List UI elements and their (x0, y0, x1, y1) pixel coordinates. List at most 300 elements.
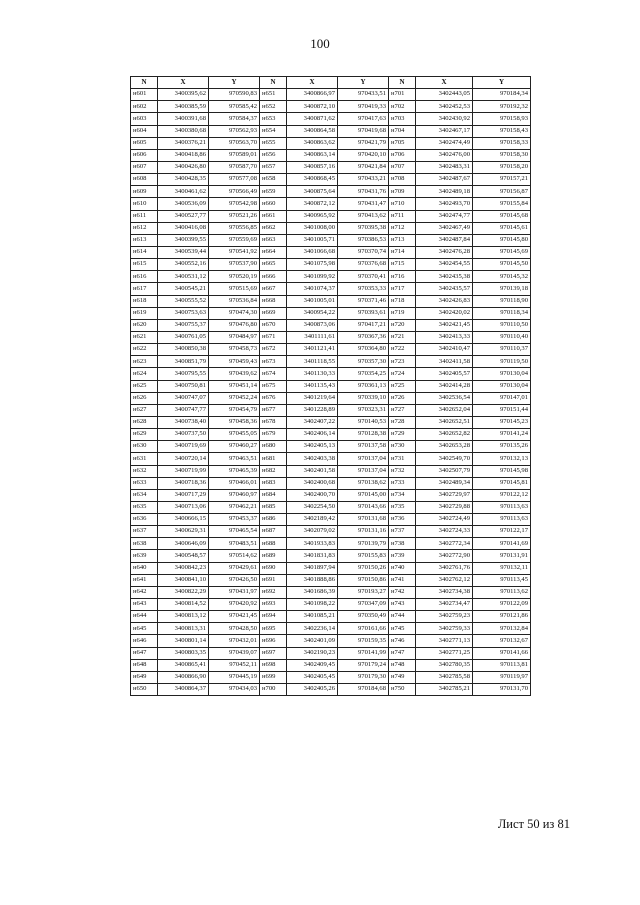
point-number-cell: н697 (260, 647, 287, 659)
y-coordinate-cell: 970536,84 (209, 295, 260, 307)
y-coordinate-cell: 970110,50 (473, 319, 531, 331)
point-number-cell: н640 (131, 562, 158, 574)
y-coordinate-cell: 970364,80 (338, 344, 389, 356)
x-coordinate-cell: 3402476,28 (416, 246, 473, 258)
point-number-cell: н626 (131, 392, 158, 404)
y-coordinate-cell: 970393,61 (338, 307, 389, 319)
x-coordinate-cell: 3402454,55 (416, 259, 473, 271)
point-number-cell: н712 (389, 222, 416, 234)
y-coordinate-cell: 970147,01 (473, 392, 531, 404)
y-coordinate-cell: 970179,30 (338, 671, 389, 683)
x-coordinate-cell: 3400395,62 (158, 89, 209, 101)
y-coordinate-cell: 970137,04 (338, 465, 389, 477)
x-coordinate-cell: 3402734,47 (416, 599, 473, 611)
x-coordinate-cell: 3400416,08 (158, 222, 209, 234)
x-coordinate-cell: 3402762,12 (416, 574, 473, 586)
x-coordinate-cell: 3402400,68 (287, 477, 338, 489)
point-number-cell: н659 (260, 186, 287, 198)
x-coordinate-cell: 3400875,64 (287, 186, 338, 198)
x-coordinate-cell: 3402771,13 (416, 635, 473, 647)
y-coordinate-cell: 970589,01 (209, 149, 260, 161)
y-coordinate-cell: 970113,63 (473, 514, 531, 526)
y-coordinate-cell: 970367,36 (338, 331, 389, 343)
header-y-1: Y (209, 77, 260, 89)
y-coordinate-cell: 970371,46 (338, 295, 389, 307)
x-coordinate-cell: 3401897,94 (287, 562, 338, 574)
y-coordinate-cell: 970429,61 (209, 562, 260, 574)
point-number-cell: н673 (260, 356, 287, 368)
x-coordinate-cell: 3402405,26 (287, 684, 338, 696)
y-coordinate-cell: 970145,32 (473, 271, 531, 283)
y-coordinate-cell: 970587,70 (209, 161, 260, 173)
table-row (131, 174, 531, 186)
x-coordinate-cell: 3400713,06 (158, 501, 209, 513)
y-coordinate-cell: 970541,92 (209, 246, 260, 258)
x-coordinate-cell: 3400954,22 (287, 307, 338, 319)
point-number-cell: н728 (389, 416, 416, 428)
x-coordinate-cell: 3401085,21 (287, 611, 338, 623)
x-coordinate-cell: 3400868,45 (287, 174, 338, 186)
y-coordinate-cell: 970139,79 (338, 538, 389, 550)
y-coordinate-cell: 970132,11 (473, 562, 531, 574)
y-coordinate-cell: 970556,85 (209, 222, 260, 234)
x-coordinate-cell: 3400545,21 (158, 283, 209, 295)
point-number-cell: н613 (131, 234, 158, 246)
x-coordinate-cell: 3402406,14 (287, 429, 338, 441)
point-number-cell: н679 (260, 429, 287, 441)
table-row (131, 222, 531, 234)
point-number-cell: н620 (131, 319, 158, 331)
point-number-cell: н740 (389, 562, 416, 574)
table-row (131, 416, 531, 428)
header-n-2: N (260, 77, 287, 89)
table-row (131, 125, 531, 137)
table-row (131, 429, 531, 441)
x-coordinate-cell: 3401130,33 (287, 368, 338, 380)
point-number-cell: н656 (260, 149, 287, 161)
x-coordinate-cell: 3400428,35 (158, 174, 209, 186)
point-number-cell: н721 (389, 331, 416, 343)
x-coordinate-cell: 3400719,99 (158, 465, 209, 477)
x-coordinate-cell: 3400814,52 (158, 599, 209, 611)
y-coordinate-cell: 970585,42 (209, 101, 260, 113)
x-coordinate-cell: 3402652,04 (416, 404, 473, 416)
table-row (131, 550, 531, 562)
y-coordinate-cell: 970140,53 (338, 416, 389, 428)
table-row (131, 453, 531, 465)
y-coordinate-cell: 970141,69 (473, 538, 531, 550)
y-coordinate-cell: 970458,36 (209, 416, 260, 428)
x-coordinate-cell: 3402487,67 (416, 174, 473, 186)
x-coordinate-cell: 3400872,10 (287, 101, 338, 113)
point-number-cell: н682 (260, 465, 287, 477)
x-coordinate-cell: 3402759,33 (416, 623, 473, 635)
table-row (131, 441, 531, 453)
table-row (131, 234, 531, 246)
y-coordinate-cell: 970417,21 (338, 319, 389, 331)
point-number-cell: н629 (131, 429, 158, 441)
point-number-cell: н652 (260, 101, 287, 113)
point-number-cell: н650 (131, 684, 158, 696)
point-number-cell: н657 (260, 161, 287, 173)
x-coordinate-cell: 3400866,97 (287, 89, 338, 101)
point-number-cell: н617 (131, 283, 158, 295)
x-coordinate-cell: 3400822,29 (158, 586, 209, 598)
point-number-cell: н662 (260, 222, 287, 234)
sheet-label: Лист 50 из 81 (497, 817, 570, 831)
y-coordinate-cell: 970156,87 (473, 186, 531, 198)
x-coordinate-cell: 3402401,09 (287, 635, 338, 647)
point-number-cell: н705 (389, 137, 416, 149)
x-coordinate-cell: 3402410,47 (416, 344, 473, 356)
point-number-cell: н651 (260, 89, 287, 101)
table-row (131, 283, 531, 295)
x-coordinate-cell: 3402405,57 (416, 368, 473, 380)
x-coordinate-cell: 3402724,49 (416, 514, 473, 526)
point-number-cell: н627 (131, 404, 158, 416)
y-coordinate-cell: 970370,41 (338, 271, 389, 283)
header-y-3: Y (473, 77, 531, 89)
x-coordinate-cell: 3402653,28 (416, 441, 473, 453)
point-number-cell: н616 (131, 271, 158, 283)
point-number-cell: н699 (260, 671, 287, 683)
x-coordinate-cell: 3402403,38 (287, 453, 338, 465)
y-coordinate-cell: 970451,14 (209, 380, 260, 392)
x-coordinate-cell: 3402785,21 (416, 684, 473, 696)
x-coordinate-cell: 3400426,80 (158, 161, 209, 173)
point-number-cell: н665 (260, 259, 287, 271)
x-coordinate-cell: 3400864,58 (287, 125, 338, 137)
point-number-cell: н683 (260, 477, 287, 489)
x-coordinate-cell: 3401111,61 (287, 331, 338, 343)
y-coordinate-cell: 970353,33 (338, 283, 389, 295)
point-number-cell: н693 (260, 599, 287, 611)
y-coordinate-cell: 970521,26 (209, 210, 260, 222)
y-coordinate-cell: 970131,70 (473, 684, 531, 696)
table-row (131, 477, 531, 489)
point-number-cell: н670 (260, 319, 287, 331)
y-coordinate-cell: 970137,04 (338, 453, 389, 465)
x-coordinate-cell: 3400399,55 (158, 234, 209, 246)
x-coordinate-cell: 3402426,83 (416, 295, 473, 307)
point-number-cell: н661 (260, 210, 287, 222)
table-row (131, 319, 531, 331)
y-coordinate-cell: 970179,24 (338, 659, 389, 671)
point-number-cell: н716 (389, 271, 416, 283)
point-number-cell: н731 (389, 453, 416, 465)
x-coordinate-cell: 3400380,68 (158, 125, 209, 137)
x-coordinate-cell: 3402652,82 (416, 429, 473, 441)
table-row (131, 599, 531, 611)
y-coordinate-cell: 970453,37 (209, 514, 260, 526)
y-coordinate-cell: 970145,98 (473, 465, 531, 477)
point-number-cell: н701 (389, 89, 416, 101)
point-number-cell: н709 (389, 186, 416, 198)
point-number-cell: н707 (389, 161, 416, 173)
table-row (131, 89, 531, 101)
x-coordinate-cell: 3402467,49 (416, 222, 473, 234)
x-coordinate-cell: 3400548,57 (158, 550, 209, 562)
y-coordinate-cell: 970158,93 (473, 113, 531, 125)
point-number-cell: н702 (389, 101, 416, 113)
y-coordinate-cell: 970119,97 (473, 671, 531, 683)
point-number-cell: н609 (131, 186, 158, 198)
x-coordinate-cell: 3400629,31 (158, 526, 209, 538)
point-number-cell: н706 (389, 149, 416, 161)
y-coordinate-cell: 970483,51 (209, 538, 260, 550)
y-coordinate-cell: 970590,83 (209, 89, 260, 101)
point-number-cell: н611 (131, 210, 158, 222)
table-row (131, 623, 531, 635)
coordinates-table (130, 76, 531, 696)
point-number-cell: н723 (389, 356, 416, 368)
y-coordinate-cell: 970458,73 (209, 344, 260, 356)
point-number-cell: н610 (131, 198, 158, 210)
header-x-2: X (287, 77, 338, 89)
table-row (131, 356, 531, 368)
y-coordinate-cell: 970577,08 (209, 174, 260, 186)
y-coordinate-cell: 970347,09 (338, 599, 389, 611)
x-coordinate-cell: 3401099,92 (287, 271, 338, 283)
x-coordinate-cell: 3402652,51 (416, 416, 473, 428)
point-number-cell: н668 (260, 295, 287, 307)
point-number-cell: н746 (389, 635, 416, 647)
x-coordinate-cell: 3402407,22 (287, 416, 338, 428)
point-number-cell: н718 (389, 295, 416, 307)
x-coordinate-cell: 3400737,50 (158, 429, 209, 441)
point-number-cell: н614 (131, 246, 158, 258)
point-number-cell: н750 (389, 684, 416, 696)
x-coordinate-cell: 3401005,71 (287, 234, 338, 246)
x-coordinate-cell: 3400864,37 (158, 684, 209, 696)
x-coordinate-cell: 3400747,77 (158, 404, 209, 416)
x-coordinate-cell: 3402420,02 (416, 307, 473, 319)
x-coordinate-cell: 3402409,45 (287, 659, 338, 671)
table-row (131, 501, 531, 513)
y-coordinate-cell: 970141,99 (338, 647, 389, 659)
table-row (131, 392, 531, 404)
y-coordinate-cell: 970158,33 (473, 137, 531, 149)
point-number-cell: н642 (131, 586, 158, 598)
table-row (131, 295, 531, 307)
point-number-cell: н710 (389, 198, 416, 210)
header-n-3: N (389, 77, 416, 89)
table-row (131, 586, 531, 598)
point-number-cell: н733 (389, 477, 416, 489)
x-coordinate-cell: 3400842,23 (158, 562, 209, 574)
point-number-cell: н666 (260, 271, 287, 283)
x-coordinate-cell: 3400750,81 (158, 380, 209, 392)
x-coordinate-cell: 3400717,29 (158, 489, 209, 501)
x-coordinate-cell: 3401121,41 (287, 344, 338, 356)
x-coordinate-cell: 3402724,33 (416, 526, 473, 538)
x-coordinate-cell: 3400851,79 (158, 356, 209, 368)
y-coordinate-cell: 970113,62 (473, 586, 531, 598)
y-coordinate-cell: 970361,13 (338, 380, 389, 392)
y-coordinate-cell: 970431,47 (338, 198, 389, 210)
y-coordinate-cell: 970520,19 (209, 271, 260, 283)
point-number-cell: н742 (389, 586, 416, 598)
point-number-cell: н649 (131, 671, 158, 683)
y-coordinate-cell: 970465,39 (209, 465, 260, 477)
y-coordinate-cell: 970431,97 (209, 586, 260, 598)
y-coordinate-cell: 970421,79 (338, 137, 389, 149)
x-coordinate-cell: 3402549,70 (416, 453, 473, 465)
x-coordinate-cell: 3402254,50 (287, 501, 338, 513)
point-number-cell: н655 (260, 137, 287, 149)
point-number-cell: н744 (389, 611, 416, 623)
x-coordinate-cell: 3402079,02 (287, 526, 338, 538)
point-number-cell: н631 (131, 453, 158, 465)
x-coordinate-cell: 3400795,55 (158, 368, 209, 380)
x-coordinate-cell: 3402414,28 (416, 380, 473, 392)
x-coordinate-cell: 3402476,00 (416, 149, 473, 161)
x-coordinate-cell: 3400863,14 (287, 149, 338, 161)
x-coordinate-cell: 3402435,38 (416, 271, 473, 283)
y-coordinate-cell: 970113,63 (473, 501, 531, 513)
x-coordinate-cell: 3402413,33 (416, 331, 473, 343)
y-coordinate-cell: 970141,24 (473, 429, 531, 441)
y-coordinate-cell: 970484,97 (209, 331, 260, 343)
y-coordinate-cell: 970150,86 (338, 574, 389, 586)
y-coordinate-cell: 970139,18 (473, 283, 531, 295)
x-coordinate-cell: 3402401,58 (287, 465, 338, 477)
x-coordinate-cell: 3400865,41 (158, 659, 209, 671)
point-number-cell: н622 (131, 344, 158, 356)
point-number-cell: н681 (260, 453, 287, 465)
point-number-cell: н619 (131, 307, 158, 319)
y-coordinate-cell: 970155,84 (473, 198, 531, 210)
y-coordinate-cell: 970466,01 (209, 477, 260, 489)
x-coordinate-cell: 3401686,39 (287, 586, 338, 598)
x-coordinate-cell: 3401008,00 (287, 222, 338, 234)
point-number-cell: н608 (131, 174, 158, 186)
table-row (131, 246, 531, 258)
point-number-cell: н643 (131, 599, 158, 611)
x-coordinate-cell: 3400813,12 (158, 611, 209, 623)
point-number-cell: н635 (131, 501, 158, 513)
y-coordinate-cell: 970376,68 (338, 259, 389, 271)
x-coordinate-cell: 3402734,38 (416, 586, 473, 598)
x-coordinate-cell: 3402772,90 (416, 550, 473, 562)
point-number-cell: н713 (389, 234, 416, 246)
point-number-cell: н684 (260, 489, 287, 501)
y-coordinate-cell: 970145,61 (473, 222, 531, 234)
x-coordinate-cell: 3400539,44 (158, 246, 209, 258)
point-number-cell: н694 (260, 611, 287, 623)
point-number-cell: н688 (260, 538, 287, 550)
x-coordinate-cell: 3402536,54 (416, 392, 473, 404)
y-coordinate-cell: 970459,43 (209, 356, 260, 368)
x-coordinate-cell: 3402430,92 (416, 113, 473, 125)
table-row (131, 514, 531, 526)
table-row (131, 113, 531, 125)
x-coordinate-cell: 3400857,16 (287, 161, 338, 173)
y-coordinate-cell: 970128,38 (338, 429, 389, 441)
table-row (131, 659, 531, 671)
y-coordinate-cell: 970460,27 (209, 441, 260, 453)
y-coordinate-cell: 970476,80 (209, 319, 260, 331)
y-coordinate-cell: 970138,62 (338, 477, 389, 489)
point-number-cell: н645 (131, 623, 158, 635)
y-coordinate-cell: 970433,51 (338, 89, 389, 101)
point-number-cell: н618 (131, 295, 158, 307)
y-coordinate-cell: 970413,62 (338, 210, 389, 222)
y-coordinate-cell: 970141,66 (473, 647, 531, 659)
x-coordinate-cell: 3402489,34 (416, 477, 473, 489)
x-coordinate-cell: 3401075,98 (287, 259, 338, 271)
x-coordinate-cell: 3402435,57 (416, 283, 473, 295)
point-number-cell: н636 (131, 514, 158, 526)
y-coordinate-cell: 970150,26 (338, 562, 389, 574)
x-coordinate-cell: 3401098,22 (287, 599, 338, 611)
header-x-1: X (158, 77, 209, 89)
x-coordinate-cell: 3400536,09 (158, 198, 209, 210)
x-coordinate-cell: 3400850,38 (158, 344, 209, 356)
y-coordinate-cell: 970452,11 (209, 659, 260, 671)
x-coordinate-cell: 3402474,77 (416, 210, 473, 222)
y-coordinate-cell: 970460,97 (209, 489, 260, 501)
x-coordinate-cell: 3400646,09 (158, 538, 209, 550)
table-row (131, 526, 531, 538)
y-coordinate-cell: 970370,74 (338, 246, 389, 258)
y-coordinate-cell: 970158,20 (473, 161, 531, 173)
y-coordinate-cell: 970433,21 (338, 174, 389, 186)
point-number-cell: н605 (131, 137, 158, 149)
point-number-cell: н633 (131, 477, 158, 489)
table-row (131, 271, 531, 283)
point-number-cell: н738 (389, 538, 416, 550)
y-coordinate-cell: 970420,10 (338, 149, 389, 161)
y-coordinate-cell: 970131,68 (338, 514, 389, 526)
table-row (131, 465, 531, 477)
table-row (131, 489, 531, 501)
table-row (131, 101, 531, 113)
point-number-cell: н638 (131, 538, 158, 550)
y-coordinate-cell: 970514,62 (209, 550, 260, 562)
point-number-cell: н634 (131, 489, 158, 501)
x-coordinate-cell: 3402405,45 (287, 671, 338, 683)
point-number-cell: н730 (389, 441, 416, 453)
x-coordinate-cell: 3401135,43 (287, 380, 338, 392)
x-coordinate-cell: 3402483,31 (416, 161, 473, 173)
point-number-cell: н664 (260, 246, 287, 258)
y-coordinate-cell: 970584,37 (209, 113, 260, 125)
point-number-cell: н621 (131, 331, 158, 343)
x-coordinate-cell: 3402405,13 (287, 441, 338, 453)
x-coordinate-cell: 3401066,68 (287, 246, 338, 258)
x-coordinate-cell: 3402759,23 (416, 611, 473, 623)
point-number-cell: н714 (389, 246, 416, 258)
table-row (131, 161, 531, 173)
point-number-cell: н607 (131, 161, 158, 173)
point-number-cell: н685 (260, 501, 287, 513)
y-coordinate-cell: 970184,68 (338, 684, 389, 696)
x-coordinate-cell: 3400718,36 (158, 477, 209, 489)
x-coordinate-cell: 3402761,76 (416, 562, 473, 574)
x-coordinate-cell: 3402189,42 (287, 514, 338, 526)
x-coordinate-cell: 3402780,35 (416, 659, 473, 671)
point-number-cell: н654 (260, 125, 287, 137)
y-coordinate-cell: 970118,90 (473, 295, 531, 307)
y-coordinate-cell: 970151,44 (473, 404, 531, 416)
x-coordinate-cell: 3402421,45 (416, 319, 473, 331)
table-row (131, 684, 531, 696)
y-coordinate-cell: 970113,81 (473, 659, 531, 671)
y-coordinate-cell: 970131,91 (473, 550, 531, 562)
x-coordinate-cell: 3402467,17 (416, 125, 473, 137)
point-number-cell: н745 (389, 623, 416, 635)
